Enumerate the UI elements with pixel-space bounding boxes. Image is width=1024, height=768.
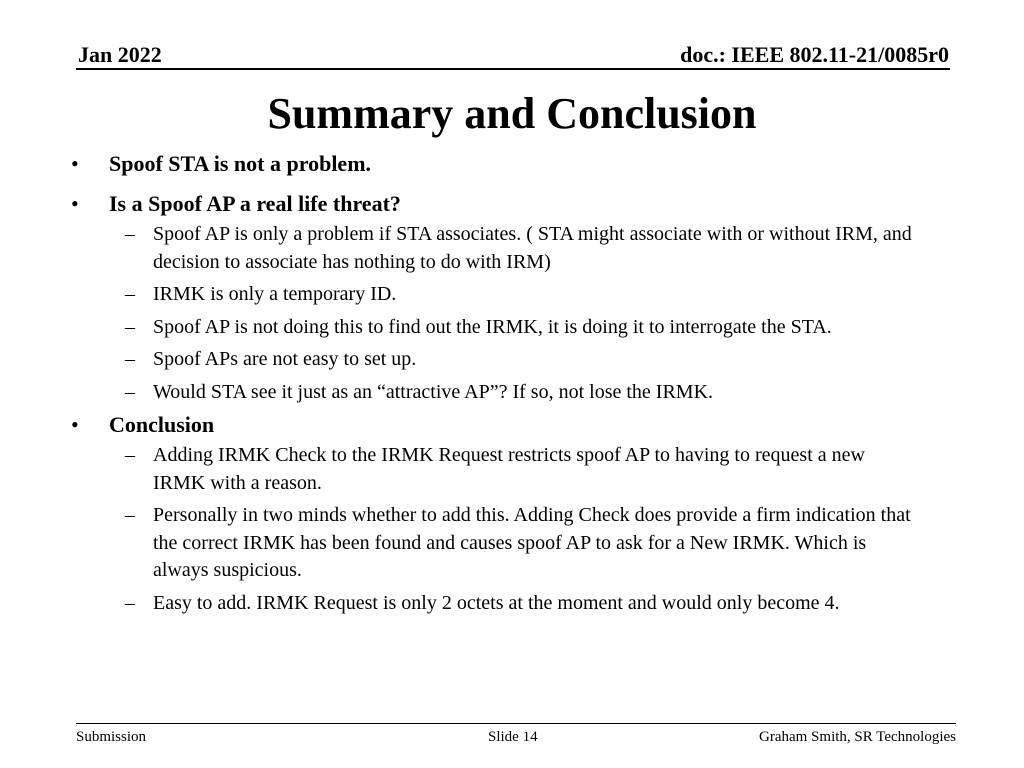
sub-bullet-text: Easy to add. IRMK Request is only 2 octets at the moment and would only become 4. (153, 591, 840, 614)
bullet-icon: • (71, 412, 79, 437)
dash-icon: – (125, 380, 135, 403)
sub-bullet-item (0, 314, 913, 342)
sub-bullet-text: Spoof APs are not easy to set up. (153, 348, 417, 370)
sub-bullet-item (0, 590, 913, 618)
sub-bullet-text: Spoof AP is only a problem if STA associates. ( STA might associate with or without IRM, and decision to associate has nothing to do with IRM) (153, 223, 912, 273)
slide-body (0, 150, 1024, 622)
slide-number: Slide 14 (488, 729, 538, 745)
bullet-icon: • (71, 191, 79, 216)
sub-bullet-text: Would STA see it just as an “attractive AP”? If so, not lose the IRMK. (153, 380, 714, 403)
sub-bullet-text: Spoof AP is not doing this to find out the IRMK, it is doing it to interrogate the STA. (153, 315, 832, 338)
dash-icon: – (125, 348, 135, 370)
bullet-icon: • (71, 151, 79, 176)
sub-bullet-item (0, 502, 913, 585)
bullet-item (0, 190, 909, 218)
dash-icon: – (125, 504, 135, 526)
bullet-text: Spoof STA is not a problem. (109, 151, 372, 176)
dash-icon: – (125, 223, 135, 245)
sub-bullet-text: Personally in two minds whether to add this. Adding Check does provide a firm indication that the correct IRMK has been found and causes spoof AP to ask for a New IRMK. Which is always suspicious. (153, 504, 911, 581)
sub-bullet-item (0, 379, 913, 407)
sub-bullet-item (0, 281, 913, 309)
header-date: Jan 2022 (78, 42, 162, 67)
sub-bullet-text: IRMK is only a temporary ID. (153, 283, 397, 305)
dash-icon: – (125, 444, 135, 466)
bullet-text: Is a Spoof AP a real life threat? (109, 191, 401, 216)
dash-icon: – (125, 283, 135, 305)
footer-divider (76, 723, 956, 724)
header-doc-id: doc.: IEEE 802.11-21/0085r0 (680, 42, 949, 67)
footer-author: Graham Smith, SR Technologies (759, 729, 956, 745)
dash-icon: – (125, 591, 135, 614)
sub-bullet-text: Adding IRMK Check to the IRMK Request restricts spoof AP to having to request a new IRMK with a reason. (153, 444, 865, 494)
bullet-item (0, 150, 909, 178)
sub-bullet-item (0, 346, 913, 374)
footer-submission: Submission (76, 729, 147, 745)
slide-title: Summary and Conclusion (267, 89, 757, 138)
bullet-item (0, 411, 909, 439)
header-divider (76, 68, 950, 70)
sub-bullet-item (0, 442, 913, 497)
sub-bullet-item (0, 221, 913, 276)
bullet-text: Conclusion (109, 412, 215, 437)
dash-icon: – (125, 315, 135, 338)
